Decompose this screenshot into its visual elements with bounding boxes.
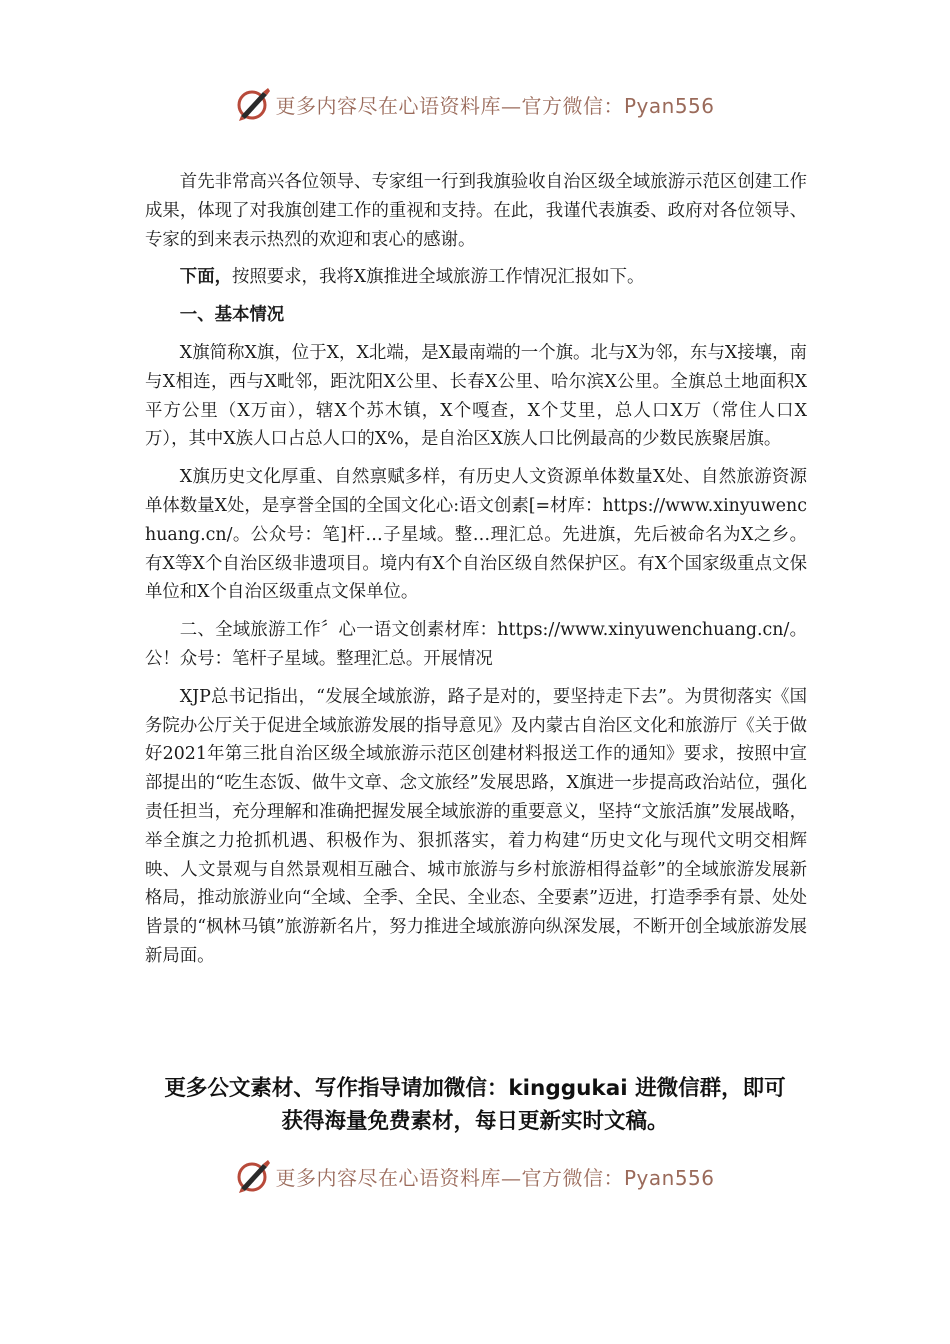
banner-text: 更多内容尽在心语资料库—官方微信： (275, 93, 624, 118)
promo-line-2: 获得海量免费素材，每日更新实时文稿。 (281, 1109, 669, 1134)
culture-paragraph: X旗历史文化厚重、自然禀赋多样，有历史人文资源单体数量X处、自然旅游资源单体数量X处，是享誉全国的全国文化心:语文创素[=材库：https://www.xinyuwenchuang.cn/。公众号：笔]杆…子星域。整…理汇总。先进旗，先后被命名为X之乡。有X等X个自治区级非遗项目。境内有X个自治区级自然保护区。有X个国家级重点文保单位和X个自治区级重点文保单位。 (145, 467, 807, 603)
section-heading-work: 二、全域旅游工作〞心一语文创素材库：https://www.xinyuwenchuang.cn/。公！众号：笔杆子星域。整理汇总。开展情况 (145, 620, 807, 669)
promo-note (0, 1072, 950, 1138)
transition-paragraph (145, 263, 807, 292)
banner-label (275, 90, 714, 119)
pen-logo-icon (235, 1158, 271, 1194)
section-heading-basic: 一、基本情况 (179, 305, 285, 326)
banner-label (275, 1162, 714, 1191)
transition-text: 按照要求，我将X旗推进全域旅游工作情况汇报如下。 (231, 267, 645, 288)
promo-line-1: 更多公文素材、写作指导请加微信：kinggukai 进微信群，即可 (164, 1076, 786, 1101)
banner-text: 更多内容尽在心语资料库—官方微信： (275, 1165, 624, 1190)
document-body (145, 168, 807, 980)
banner-wechat-id: Pyan556 (623, 1165, 715, 1190)
pen-logo-icon (235, 86, 271, 122)
footer-banner (0, 1156, 950, 1196)
main-work-paragraph: XJP总书记指出，“发展全域旅游，路子是对的，要坚持走下去”。为贯彻落实《国务院办公厅关于促进全域旅游发展的指导意见》及内蒙古自治区文化和旅游厅《关于做好2021年第三批自治区级全域旅游示范区创建材料报送工作的通知》要求，按照中宣部提出的“吃生态饭、做牛文章、念文旅经”发展思路，X旗进一步提高政治站位，强化责任担当，充分理解和准确把握发展全域旅游的重要意义，坚持“文旅活旗”发展战略，举全旗之力抢抓机遇、积极作为、狠抓落实，着力构建“历史文化与现代文明交相辉映、人文景观与自然景观相互融合、城市旅游与乡村旅游相得益彰”的全域旅游发展新格局，推动旅游业向“全域、全季、全民、全业态、全要素”迈进，打造季季有景、处处皆景的“枫林马镇”旅游新名片，努力推进全域旅游向纵深发展，不断开创全域旅游发展新局面。 (145, 686, 807, 966)
transition-bold-text: 下面， (179, 267, 232, 288)
intro-paragraph: 首先非常高兴各位领导、专家组一行到我旗验收自治区级全域旅游示范区创建工作成果，体现了对我旗创建工作的重视和支持。在此，我谨代表旗委、政府对各位领导、专家的到来表示热烈的欢迎和衷心的感谢。 (145, 172, 807, 250)
header-banner (0, 84, 950, 124)
banner-wechat-id: Pyan556 (623, 93, 715, 118)
basic-info-paragraph: X旗简称X旗，位于X，X北端，是X最南端的一个旗。北与X为邻，东与X接壤，南与X相连，西与X毗邻，距沈阳X公里、长春X公里、哈尔滨X公里。全旗总土地面积X平方公里（X万亩），辖X个苏木镇，X个嘎查，X个艾里，总人口X万（常住人口X万），其中X族人口占总人口的X%，是自治区X族人口比例最高的少数民族聚居旗。 (145, 342, 807, 450)
